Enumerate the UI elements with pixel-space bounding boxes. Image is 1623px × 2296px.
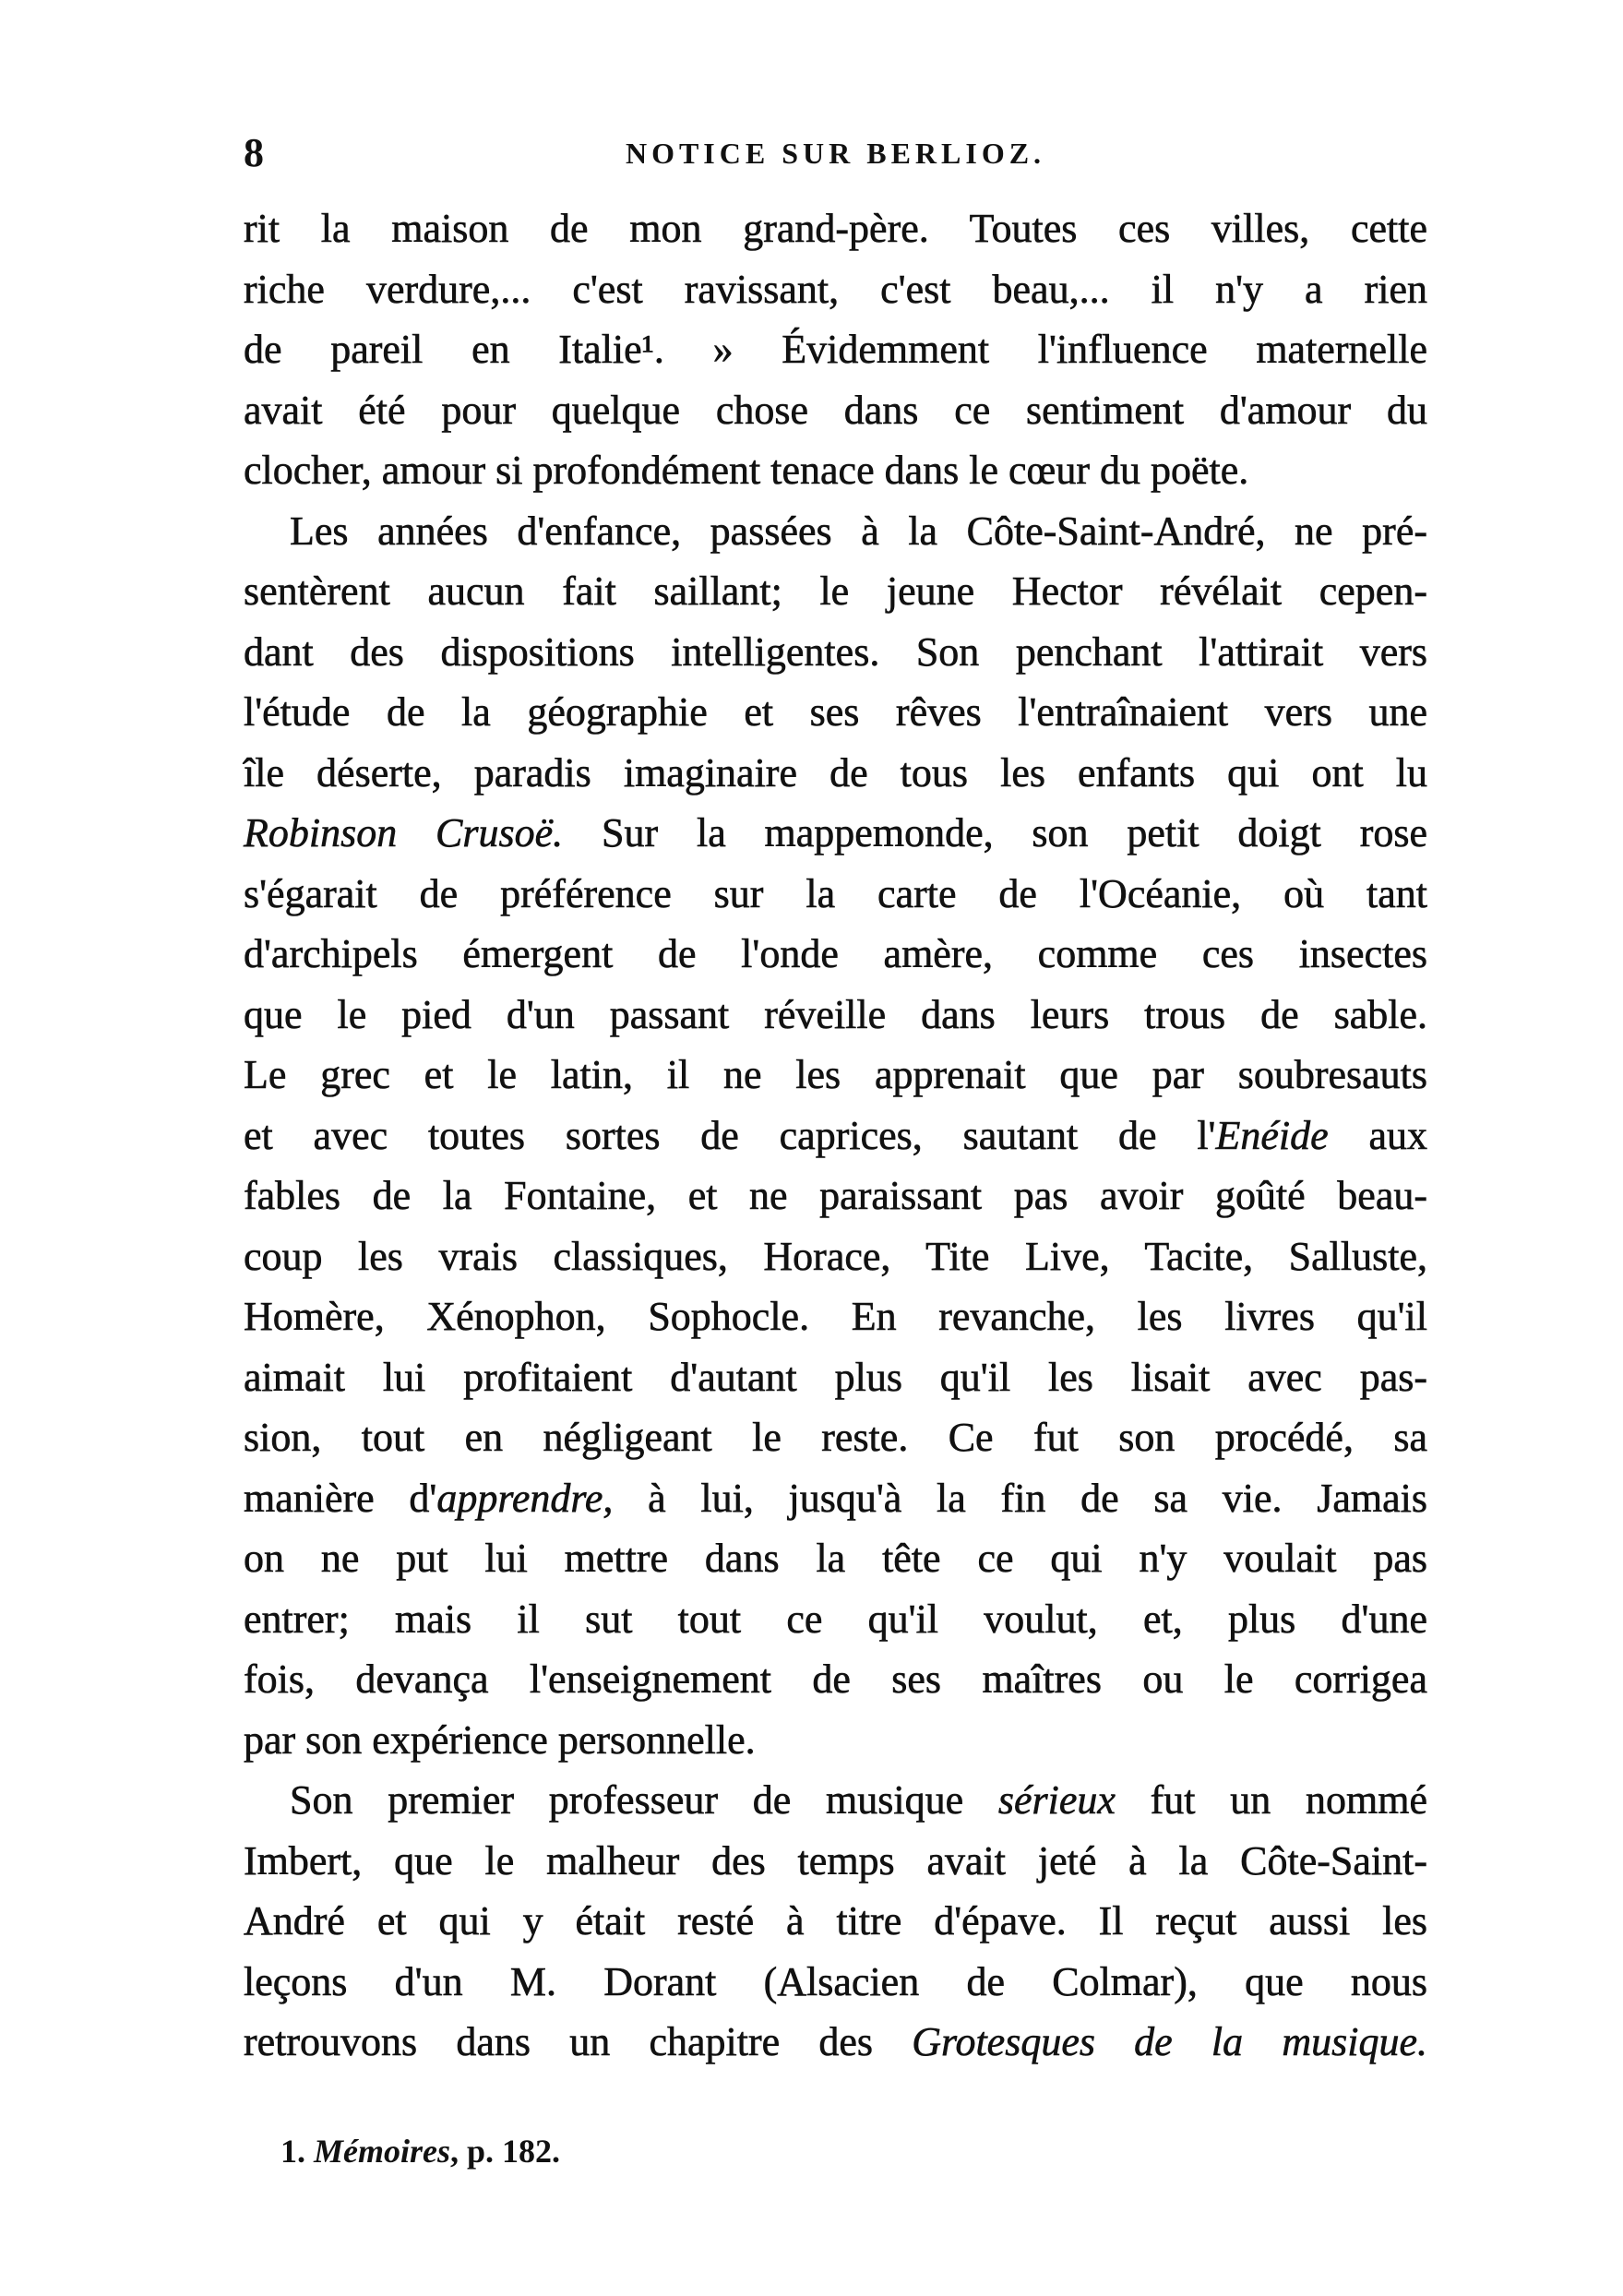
text-segment: coup les vrais classiques, Horace, Tite Live, Tacite, Salluste,	[244, 1233, 1427, 1279]
text-segment: Imbert, que le malheur des temps avait jeté à la Côte-Saint-	[244, 1837, 1427, 1883]
text-line	[244, 1407, 1427, 1468]
text-line	[244, 319, 1427, 380]
text-line	[244, 743, 1427, 804]
text-segment: aux	[1328, 1112, 1428, 1158]
text-line	[244, 1166, 1427, 1226]
text-line	[244, 1770, 1427, 1831]
text-line	[244, 682, 1427, 743]
italic-text: Robinson Crusoë.	[244, 810, 564, 855]
text-segment: d'archipels émergent de l'onde amère, comme ces insectes	[244, 931, 1427, 976]
text-line	[244, 198, 1427, 259]
text-line	[244, 1468, 1427, 1529]
body-text	[244, 198, 1427, 2073]
text-segment: par son expérience personnelle.	[244, 1716, 756, 1763]
text-line	[244, 1589, 1427, 1650]
text-segment: leçons d'un M. Dorant (Alsacien de Colmar), que nous	[244, 1958, 1427, 2004]
text-line	[244, 1347, 1427, 1408]
text-line	[244, 924, 1427, 985]
text-line	[244, 864, 1427, 925]
text-line	[244, 1891, 1427, 1952]
footnote-rest: , p. 182.	[450, 2133, 561, 2170]
text-line	[244, 803, 1427, 864]
italic-text: apprendre,	[436, 1475, 614, 1521]
text-segment: dant des dispositions intelligentes. Son penchant l'attirait vers	[244, 628, 1427, 675]
text-line	[244, 985, 1427, 1046]
text-segment: Sur la mappemonde, son petit doigt rose	[563, 810, 1427, 855]
text-segment: manière d'	[244, 1475, 437, 1521]
text-segment: aimait lui profitaient d'autant plus qu'il les lisait avec pas-	[244, 1354, 1427, 1400]
running-title: NOTICE SUR BERLIOZ.	[625, 137, 1046, 170]
italic-text: sérieux	[997, 1777, 1116, 1823]
text-segment: rit la maison de mon grand-père. Toutes ces villes, cette	[244, 206, 1427, 251]
text-segment: sion, tout en négligeant le reste. Ce fut son procédé, sa	[244, 1415, 1427, 1460]
text-line	[244, 259, 1427, 320]
text-line	[244, 501, 1427, 562]
text-segment: clocher, amour si profondément tenace dans le cœur du poëte.	[244, 448, 1249, 493]
text-line	[244, 622, 1427, 683]
text-line	[244, 1831, 1427, 1892]
text-segment: retrouvons dans un chapitre des	[244, 2019, 913, 2064]
text-segment: entrer; mais il sut tout ce qu'il voulut, et, plus d'une	[244, 1596, 1427, 1642]
italic-text: Enéide	[1215, 1112, 1329, 1158]
text-segment: île déserte, paradis imaginaire de tous les enfants qui ont lu	[244, 749, 1427, 795]
text-segment: que le pied d'un passant réveille dans leurs trous de sable.	[244, 991, 1427, 1037]
text-segment: à lui, jusqu'à la fin de sa vie. Jamais	[613, 1475, 1427, 1521]
text-line	[244, 1106, 1427, 1166]
page-header	[244, 129, 1427, 185]
text-line	[244, 1952, 1427, 2013]
text-segment: avait été pour quelque chose dans ce sentiment d'amour du	[244, 387, 1427, 433]
text-segment: et avec toutes sortes de caprices, sautant de l'	[244, 1112, 1216, 1158]
text-segment: Les années d'enfance, passées à la Côte-Saint-André, ne pré-	[290, 508, 1427, 554]
text-segment: l'étude de la géographie et ses rêves l'entraînaient vers une	[244, 689, 1427, 735]
text-segment: riche verdure,... c'est ravissant, c'est beau,... il n'y a rien	[244, 266, 1427, 312]
text-line	[244, 1286, 1427, 1347]
text-segment: fables de la Fontaine, et ne paraissant pas avoir goûté beau-	[244, 1173, 1427, 1218]
text-segment: fois, devança l'enseignement de ses maîtres ou le corrigea	[244, 1656, 1427, 1702]
text-segment: Son premier professeur de musique	[290, 1777, 998, 1823]
text-segment: sentèrent aucun fait saillant; le jeune Hector révélait cepen-	[244, 568, 1427, 614]
italic-text: Grotesques de la musique.	[912, 2019, 1427, 2064]
text-segment: fut un nommé	[1115, 1777, 1427, 1823]
text-segment: Homère, Xénophon, Sophocle. En revanche, les livres qu'il	[244, 1294, 1427, 1339]
footnote	[280, 2132, 560, 2170]
text-line	[244, 561, 1427, 622]
text-line	[244, 1528, 1427, 1589]
page-number: 8	[244, 130, 264, 175]
text-line	[244, 1649, 1427, 1710]
text-segment: Le grec et le latin, il ne les apprenait que par soubresauts	[244, 1052, 1427, 1097]
text-line	[244, 440, 1427, 501]
text-line	[244, 380, 1427, 441]
text-line	[244, 1710, 1427, 1771]
text-line	[244, 2012, 1427, 2073]
text-segment: André et qui y était resté à titre d'épave. Il reçut aussi les	[244, 1898, 1427, 1943]
footnote-number: 1.	[280, 2133, 314, 2170]
text-segment: s'égarait de préférence sur la carte de l'Océanie, où tant	[244, 870, 1427, 916]
text-segment: de pareil en Italie¹. » Évidemment l'influence maternelle	[244, 327, 1427, 372]
text-line	[244, 1226, 1427, 1287]
text-line	[244, 1045, 1427, 1106]
text-segment: on ne put lui mettre dans la tête ce qui n'y voulait pas	[244, 1536, 1427, 1581]
footnote-title: Mémoires	[314, 2133, 450, 2170]
